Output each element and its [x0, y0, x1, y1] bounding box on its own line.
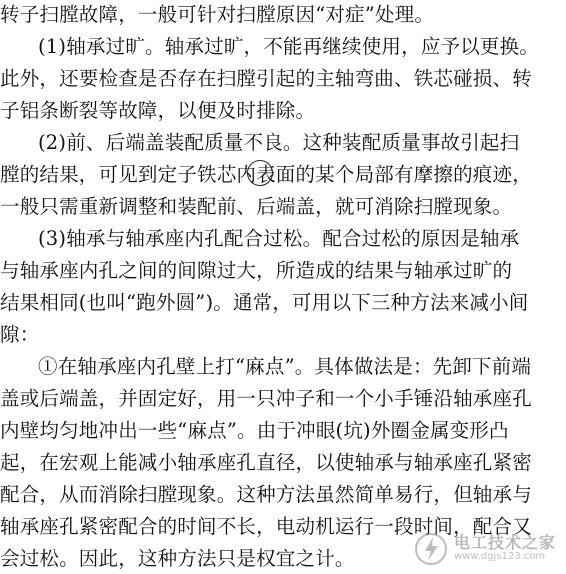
text-line-6: 膛的结果，可见到定子铁芯内表面的某个局部有摩擦的痕迹， — [0, 163, 532, 186]
text-line-15: 起，在宏观上能减小轴承座孔直径，以使轴承与轴承座孔紧密 — [0, 451, 532, 474]
text-line-8: (3)轴承与轴承座内孔配合过松。配合过松的原因是轴承 — [38, 227, 520, 250]
text-line-7: 一般只需重新调整和装配前、后端盖，就可消除扫膛现象。 — [0, 195, 513, 218]
circle-annotation-mark — [247, 160, 273, 186]
text-line-16: 配合，从而消除扫膛现象。这种方法虽然简单易行，但轴承与 — [0, 483, 532, 506]
text-line-17: 轴承座孔紧密配合的时间不长，电动机运行一段时间，配合又 — [0, 515, 532, 538]
text-line-3: 此外，还要检查是否存在扫膛引起的主轴弯曲、铁芯碰损、转 — [0, 67, 532, 90]
watermark — [414, 532, 556, 566]
electrician-logo-icon — [414, 532, 448, 566]
text-line-12: ①在轴承座内孔壁上打“麻点”。具体做法是：先卸下前端 — [38, 355, 532, 378]
watermark-url: www.dgjs123.com — [453, 551, 546, 563]
text-line-9: 与轴承座内孔之间的间隙过大，所造成的结果与轴承过旷的 — [0, 259, 513, 282]
text-line-5: (2)前、后端盖装配质量不良。这种装配质量事故引起扫 — [38, 131, 520, 154]
text-line-1: 转子扫膛故障，一般可针对扫膛原因“对症”处理。 — [0, 3, 435, 26]
watermark-site-name: 电工技术之家 — [453, 533, 556, 553]
text-line-18: 会过松。因此，这种方法只是权宜之计。 — [0, 547, 355, 570]
text-line-13: 盖或后端盖，并固定好，用一只冲子和一个小手锤沿轴承座孔 — [0, 387, 532, 410]
text-line-4: 子铝条断裂等故障，以便及时排除。 — [0, 99, 316, 122]
text-line-2: (1)轴承过旷。轴承过旷，不能再继续使用，应予以更换。 — [38, 35, 540, 58]
text-line-11: 隙： — [0, 323, 40, 346]
text-line-10: 结果相同(也叫“跑外圆”)。通常，可用以下三种方法来减小间 — [0, 291, 529, 314]
text-line-14: 内壁均匀地冲出一些“麻点”。由于冲眼(坑)外圈金属变形凸 — [0, 419, 509, 442]
